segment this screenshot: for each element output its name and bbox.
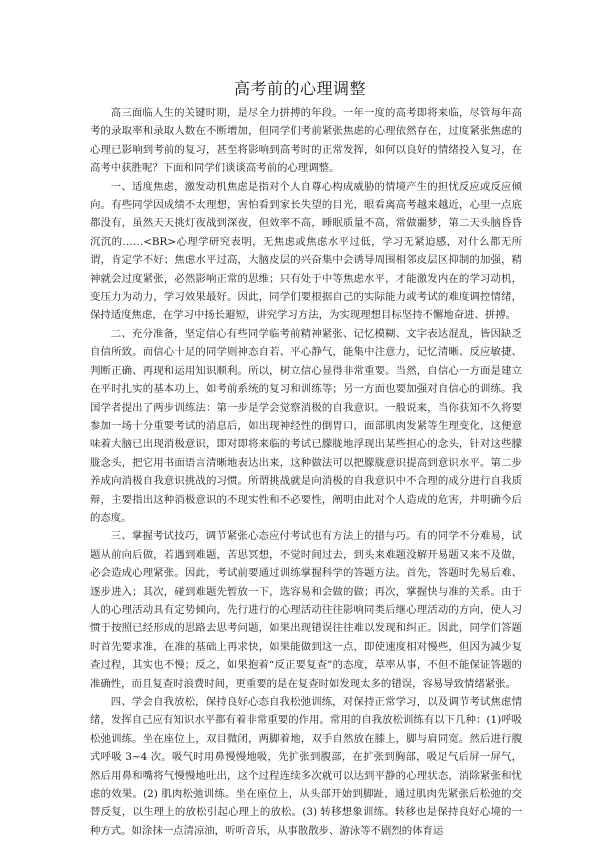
- document-title: 高考前的心理调整: [233, 79, 366, 98]
- section-3-paragraph: 三、掌握考试技巧，调节紧张心态应付考试也有方法上的措与巧。有的同学不分难易，试题从前向后做，若遇到难题，苦思冥想，不觉时间过去，到头来难题没解开易题又来不及做，必会造成心理紧张。因此，考试前要通过训练掌握科学的答题方法。首先，答题时先易后难、逐步进入；其次，碰到难题先暂放一下，选容易和会做的做；再次，掌握快与准的关系。由于人的心理活动具有定势倾向，先行进行的心理活动往往影响同类后继心理活动的方向，使人习惯于按照已经形成的思路去思考问题，如果出现错误往往难以发现和纠正。因此，同学们答题时首先要求准，在准的基础上再求快，如果能做到这一点，即使速度相对慢些，但因为减少复查过程，其实也不慢；反之，如果抱着“反正要复查”的态度，草率从事，不但不能保证答题的准确性，而且复查时浪费时间，更重要的是在复查时如发现太多的错误，容易导致情绪紧张。: [90, 530, 522, 690]
- document-body: [90, 104, 522, 840]
- section-1-paragraph: 一、适度焦虑，激发动机焦虑是指对个人自尊心构成威胁的情境产生的担忧反应或反应倾向。有些同学因成绩不太理想，害怕看到家长失望的目光，眼看离高考越来越近，心里一点底都没有，虽然天天挑灯夜战到深夜，但效率不高，睡眠质量不高，常做噩梦，第二天头脑昏昏沉沉的……<BR>心理学研究表明，无焦虑或焦虑水平过低，学习无紧迫感，对什么都无所谓，肯定学不好；焦虑水平过高，大脑皮层的兴奋集中会诱导周围相邻皮层区抑制的加强，精神就会过度紧张，必然影响正常的思维；只有处于中等焦虑水平，才能激发内在的学习动机，变压力为动力，学习效果最好。因此，同学们要根据自己的实际能力或考试的难度调控情绪，保持适度焦虑，在学习中扬长避短，讲究学习方法，为实现理想目标坚持不懈地奋进、拼搏。: [90, 180, 522, 322]
- intro-paragraph: 高三面临人生的关键时期，是尽全力拼搏的年段。一年一度的高考即将来临，尽管每年高考的录取率和录取人数在不断增加，但同学们考前紧张焦虑的心理依然存在，过度紧张焦虑的心理已影响到考前的复习，甚至将影响到高考时的正常发挥，如何以良好的情绪投入复习，在高考中获胜呢？下面和同学们谈谈高考前的心理调整。: [90, 107, 522, 175]
- section-2-paragraph: 二、充分准备，坚定信心有些同学临考前精神紧张、记忆模糊、文字表达混乱，皆因缺乏自信所致。而信心十足的同学则神态自若、平心静气，能集中注意力，记忆清晰、反应敏捷、判断正确、再现和运用知识顺利。所以，树立信心显得非常重要。当然，自信心一方面是建立在平时扎实的基本功上，如考前系统的复习和训练等；另一方面也要加强对自信心的训练。我国学者提出了两步训练法：第一步是学会觉察消极的自我意识。一般说来，当你获知不久将要参加一场十分重要考试的消息后，如出现神经性的倒胃口，面部肌肉发紧等生理变化，这便意味着大脑已出现消极意识，即对即将来临的考试已朦胧地浮现出某些担心的念头，针对这些朦胧念头，把它用书面语言清晰地表达出来，这种做法可以把朦胧意识提高到意识水平。第二步养成向消极自我意识挑战的习惯。所谓挑战就是向消极的自我意识中不合理的成分进行自我质辩，主要指出这种消极意识的不现实性和不必要性，阐明由此对个人造成的危害，并明确今后的态度。: [90, 327, 522, 524]
- section-4-paragraph: 四、学会自我放松，保持良好心态自我松弛训练，对保持正常学习，以及调节考试焦虑情绪，发挥自己应有知识水平都有着非常重要的作用。常用的自我放松训练有以下几种：(1)呼吸松弛训练。坐在座位上，双目微闭，两脚着地，双手自然放在膝上，脚与肩同宽。然后进行腹式呼吸 3~4 次。吸气时用鼻慢慢地吸，先扩张到腹部，在扩张到胸部，吸足气后屏一屏气，然后用鼻和嘴将气慢慢地吐出，这个过程连续多次就可以达到平静的心理状态，消除紧张和忧虑的效果。(2) 肌肉松弛训练。坐在座位上，从头部开始到脚趾，通过肌肉先紧张后松弛的交替反复，以生理上的放松引起心理上的放松。(3) 转移想象训练。转移也是保持良好心境的一种方式。如涂抹一点清凉油，听听音乐，从事散散步、游泳等不剧烈的体育运: [90, 696, 522, 837]
